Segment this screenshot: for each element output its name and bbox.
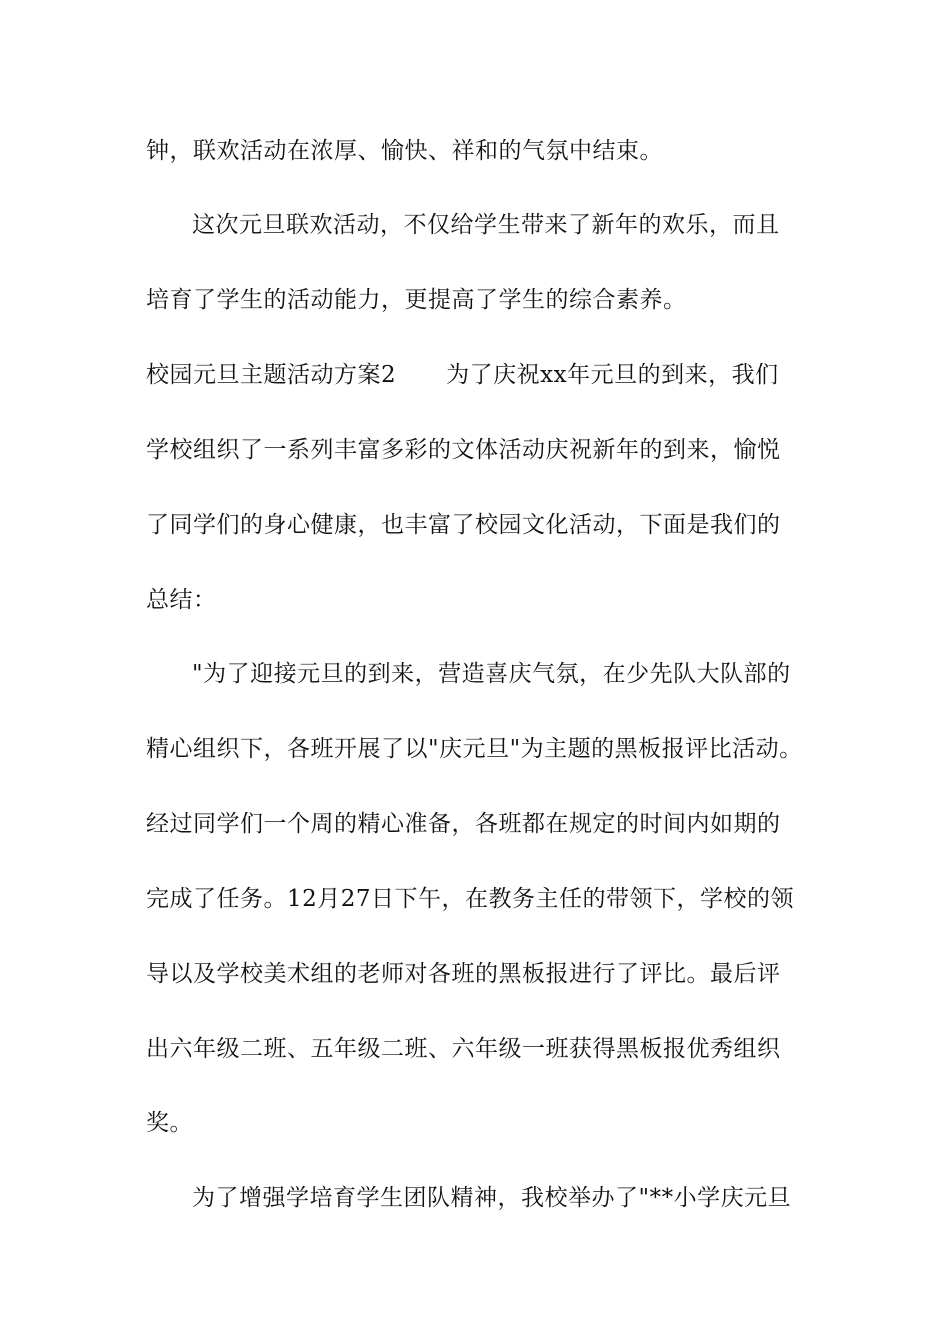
paragraph-line: 完成了任务。12月27日下午，在教务主任的带领下，学校的领 (146, 886, 795, 912)
paragraph-line: 了同学们的身心健康，也丰富了校园文化活动，下面是我们的 (146, 512, 781, 538)
paragraph-line: 经过同学们一个周的精心准备，各班都在规定的时间内如期的 (146, 811, 781, 837)
paragraph-line: 导以及学校美术组的老师对各班的黑板报进行了评比。最后评 (146, 961, 781, 987)
paragraph-line: 这次元旦联欢活动，不仅给学生带来了新年的欢乐，而且 (192, 212, 780, 238)
paragraph-line: 总结： (146, 587, 217, 613)
paragraph-line: 出六年级二班、五年级二班、六年级一班获得黑板报优秀组织 (146, 1036, 781, 1062)
paragraph-line: "为了迎接元旦的到来，营造喜庆气氛，在少先队大队部的 (192, 661, 791, 687)
paragraph-line: 学校组织了一系列丰富多彩的文体活动庆祝新年的到来，愉悦 (146, 437, 781, 463)
paragraph-text: 为了庆祝xx年元旦的到来，我们 (446, 362, 779, 388)
section-heading-line (146, 360, 779, 390)
section-heading: 校园元旦主题活动方案2 (146, 362, 397, 388)
paragraph-line: 精心组织下，各班开展了以"庆元旦"为主题的黑板报评比活动。 (146, 736, 803, 762)
paragraph-line: 钟，联欢活动在浓厚、愉快、祥和的气氛中结束。 (146, 138, 663, 164)
paragraph-line: 为了增强学培育学生团队精神，我校举办了"**小学庆元旦 (192, 1185, 792, 1211)
paragraph-line: 培育了学生的活动能力，更提高了学生的综合素养。 (146, 287, 687, 313)
paragraph-line: 奖。 (146, 1110, 193, 1136)
